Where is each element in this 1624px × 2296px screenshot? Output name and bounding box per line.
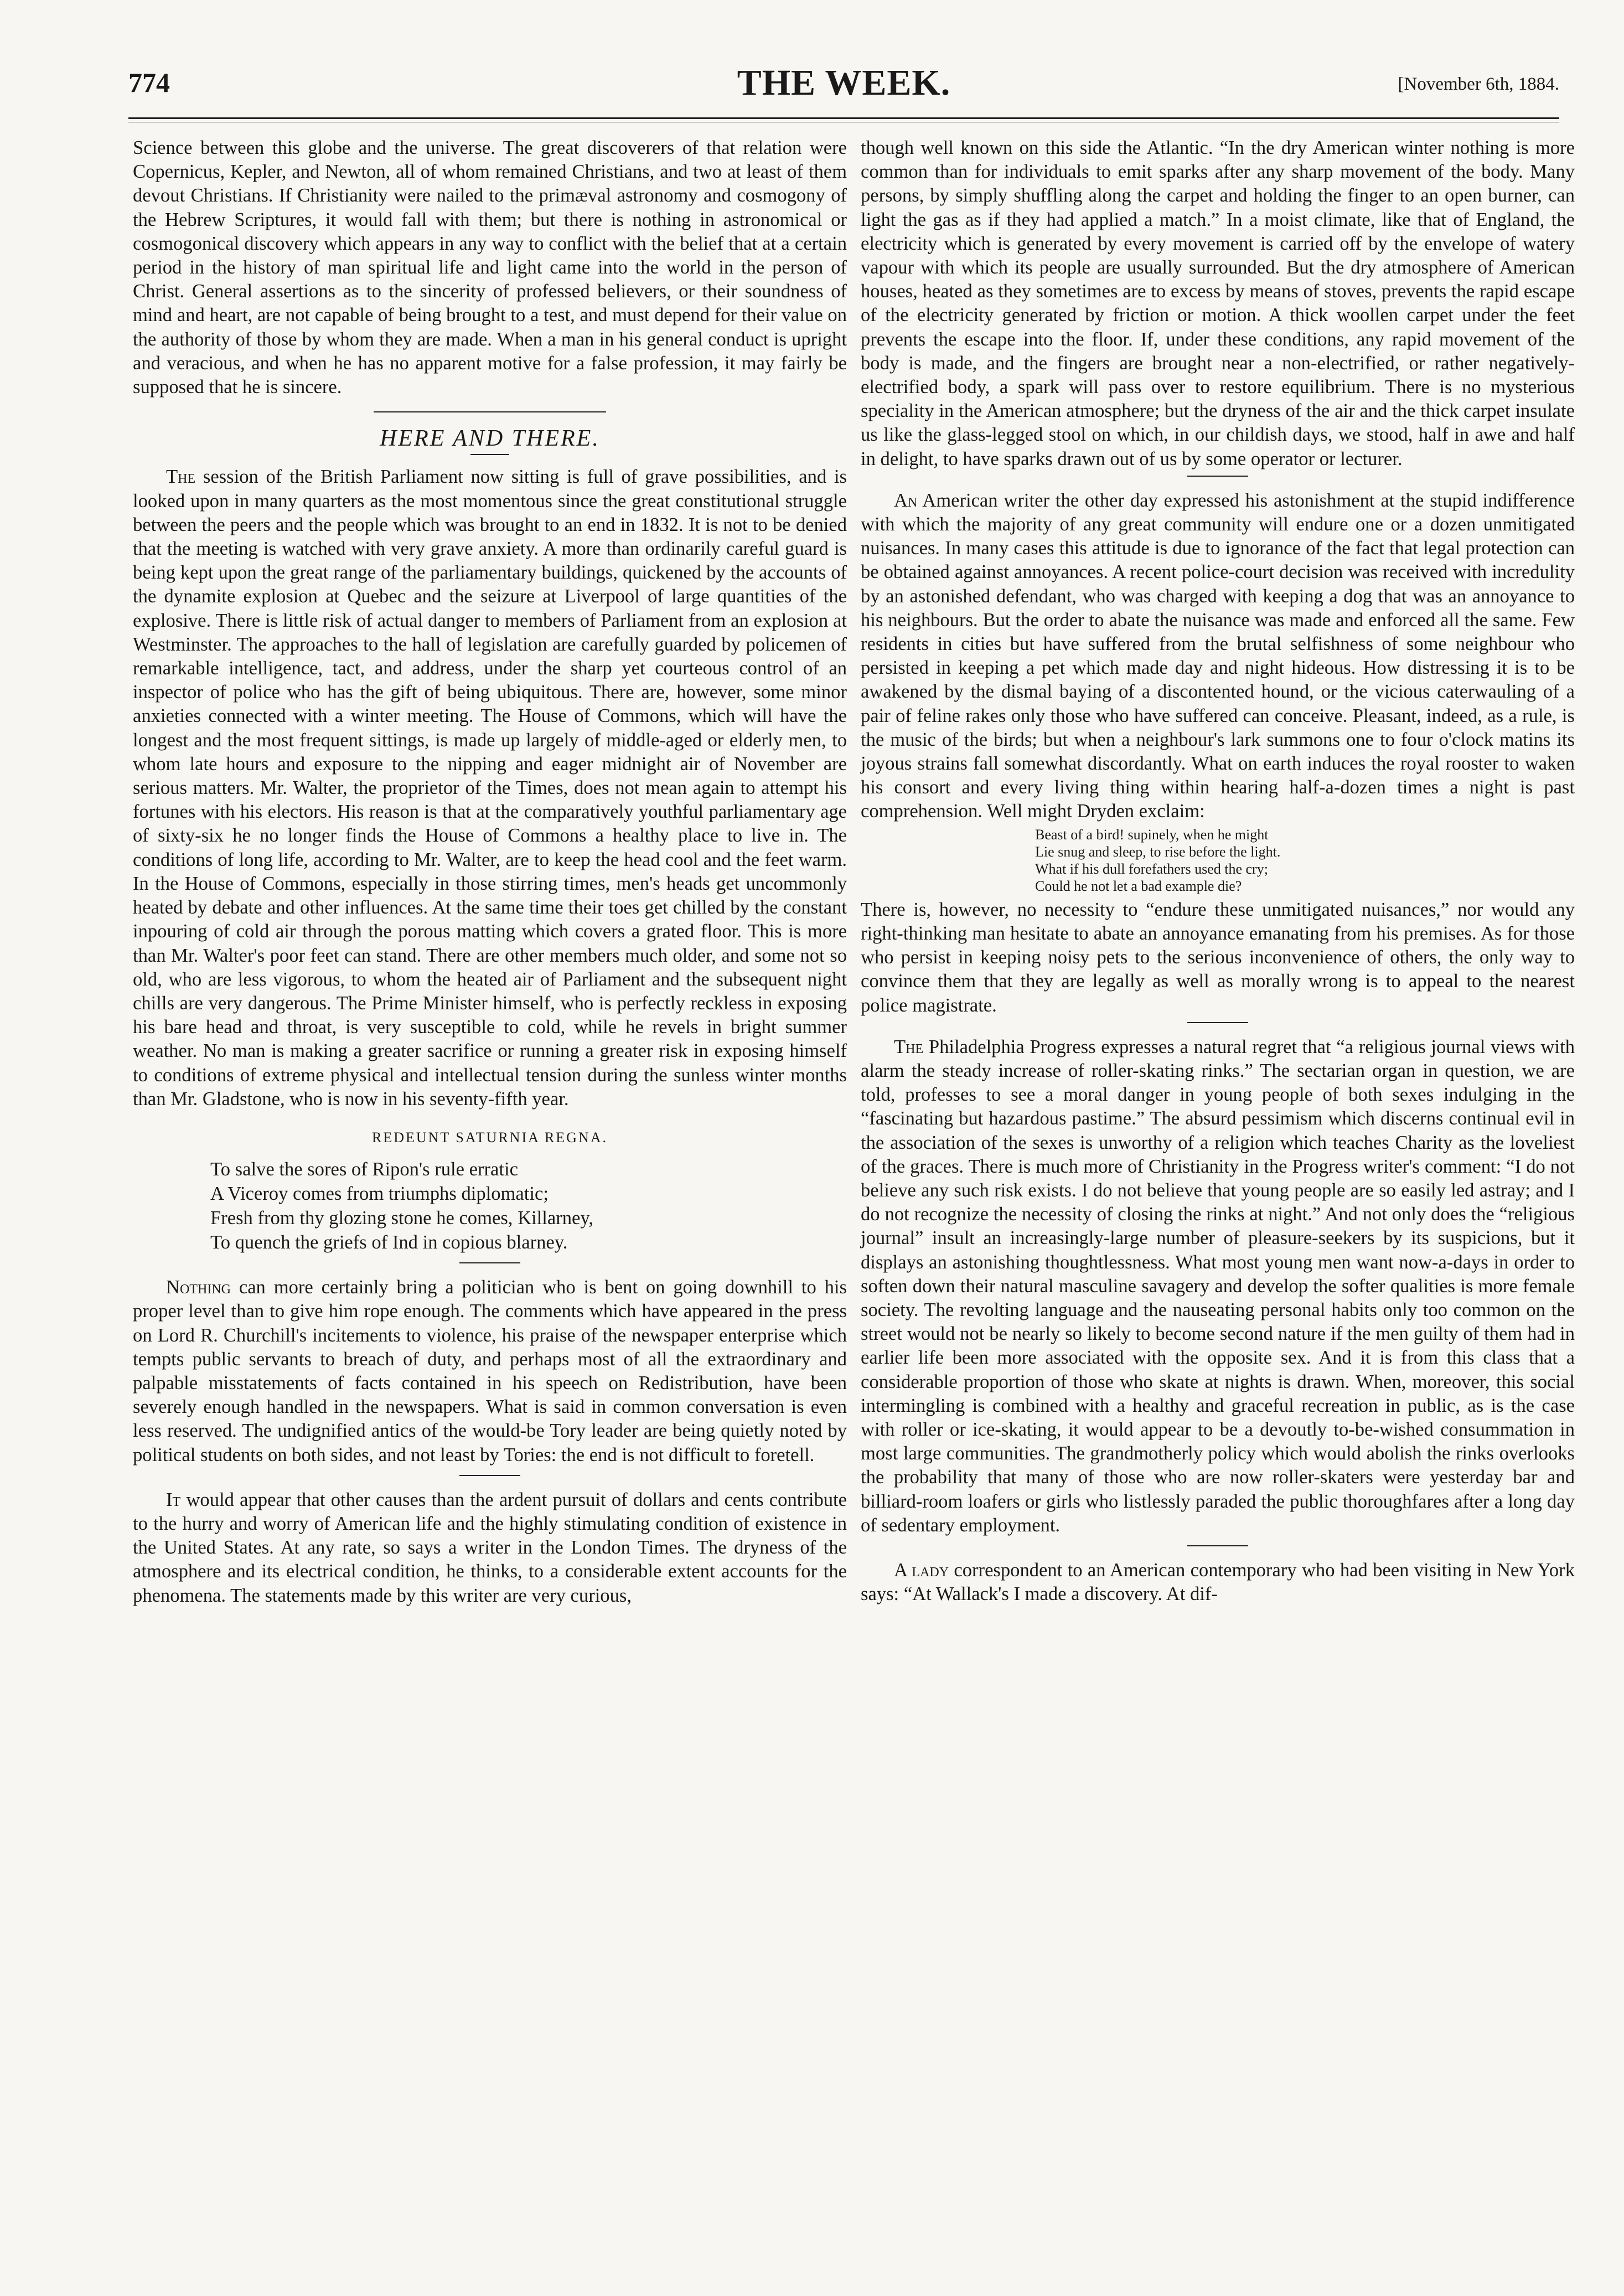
- paragraph-text: session of the British Parliament now sitting is full of grave possibilities, and is looked upon in many quarters as the most momentous since the great constitutional struggle between the peers and the people which was brought to an end in 1832. It is not to be denied that the meeting is watched with very grave anxiety. A more than ordinarily careful guard is being kept upon the great range of the parliamentary buildings, quickened by the accounts of the dynamite explosion at Quebec and the seizure at Liverpool of large quantities of the explosive. There is little risk of actual danger to members of Parliament from an explosion at Westminster. The approaches to the hall of legislation are carefully guarded by policemen of remarkable intelligence, tact, and address, under the sharp yet courteous control of an inspector of police who has the gift of being ubiquitous. There are, however, some minor anxieties connected with a winter meeting. The House of Commons, which will have the longest and the most frequent sittings, is made up largely of middle-aged or elderly men, to whom late hours and exposure to the nipping and eager midnight air of November are serious matters. Mr. Walter, the proprietor of the Times, does not mean again to attempt his fortunes with his electors. His reason is that at the comparatively youthful parliamentary age of sixty-six he no longer finds the House of Commons a healthy place to live in. The conditions of long life, according to Mr. Walter, are to keep the head cool and the feet warm. In the House of Commons, especially in those stirring times, men's heads get uncommonly heated by debate and other influences. At the same time their toes get chilled by the constant inpouring of cold air through the porous matting which covers a grated floor. This is more than Mr. Walter's poor feet can stand. There are other members much older, and some not so old, who are less vigorous, to whom the heated air of Parliament and the subsequent night chills are very dangerous. The Prime Minister himself, who is perfectly reckless in exposing his bare head and throat, is very susceptible to cold, while he revels in bright summer weather. No man is making a greater sacrifice or running a greater risk in exposing himself to conditions of extreme physical and intellectual tension during the sunless winter months than Mr. Gladstone, who is now in his seventy-fifth year.: [133, 466, 847, 1110]
- lead-word: It: [166, 1489, 181, 1510]
- issue-date: [November 6th, 1884.: [1398, 74, 1559, 94]
- page-header: [128, 62, 1559, 123]
- right-column: [861, 136, 1575, 1606]
- paragraph-text: correspondent to an American contemporary who had been visiting in New York says: “At Wallack's I made a discovery. At dif-: [861, 1559, 1575, 1605]
- page-number: 774: [128, 67, 170, 98]
- section-title: HERE AND THERE.: [380, 426, 600, 452]
- verse-line: A Viceroy comes from triumphs diplomatic;: [210, 1183, 549, 1205]
- quote-line: Lie snug and sleep, to rise before the light.: [1035, 843, 1281, 860]
- paragraph-lady: [861, 1559, 1575, 1606]
- paragraph-text: Philadelphia Progress expresses a natural regret that “a religious journal views with alarm the steady increase of roller-skating rinks.” The sectarian organ in question, we are told, professes to see a moral danger in young people of both sexes indulging in the “fascinating but hazardous pastime.” The absurd pessimism which discerns continual evil in the association of the sexes is unworthy of a religion which teaches Charity as the loveliest of the graces. There is much more of Christianity in the Progress writer's comment: “I do not believe any such risk exists. I do not believe that young people are so easily led astray; and I do not recognize the necessity of closing the rinks at night.” And not only does the “religious journal” insult an increasingly-large number of pleasure-seekers by its suspicions, but it displays an astonishing thoughtlessness. What most young men want now-a-days in order to soften down their natural masculine savagery and develop the softer qualities is more female society. The revolting language and the nauseating personal habits only too common on the street would not be nearly so likely to become second nature if the men guilty of them had in earlier life been more associated with the opposite sex. And it is from this class that a considerable proportion of those who skate at nights is drawn. When, moreover, this social intermingling is combined with a healthy and graceful recreation in public, as is the case with roller or ice-skating, it would appear to be a devoutly to-be-wished consummation in most large communities. The grandmotherly policy which would abolish the rinks overlooks the probability that many of those who are now roller-skaters were yesterday bar and billiard-room loafers or girls who listlessly paraded the public thoroughfares after a long day of sedentary employment.: [861, 1036, 1575, 1536]
- paragraph-science: Science between this globe and the universe. The great discoverers of that relation were Copernicus, Kepler, and Newton, all of whom remained Christians, and two at least of them devout Christians. If Christianity were nailed to the primæval astronomy and cosmogony of the Hebrew Scriptures, it would fall with them; but there is nothing in astronomical or cosmogonical discovery which appears in any way to conflict with the belief that at a certain period in the history of man spiritual life and light came into the world in the person of Christ. General assertions as to the sincerity of professed believers, or their soundness of mind and heart, are not capable of being brought to a test, and must depend for their value on the authority of those by whom they are made. When a man in his general conduct is upright and veracious, and when he has no apparent motive for a false profession, it may fairly be supposed that he is sincere.: [133, 137, 847, 398]
- masthead-title: THE WEEK.: [737, 63, 951, 103]
- left-column: [133, 136, 847, 1608]
- lead-word: An: [894, 489, 918, 511]
- item-divider: [1187, 1022, 1248, 1023]
- item-divider: [459, 1475, 520, 1476]
- item-divider: [1187, 1545, 1248, 1546]
- paragraph-nuisances-continued: There is, however, no necessity to “endure these unmitigated nuisances,” nor would any right-thinking man hesitate to abate an annoyance emanating from his premises. As for those who persist in keeping noisy pets to the serious inconvenience of others, the only way to convince them that they are legally as well as morally wrong is to appeal to the nearest police magistrate.: [861, 899, 1575, 1016]
- verse-line: To quench the griefs of Ind in copious blarney.: [210, 1232, 568, 1253]
- quote-line: Beast of a bird! supinely, when he might: [1035, 826, 1269, 843]
- title-underline: [470, 454, 509, 455]
- quote-line: Could he not let a bad example die?: [1035, 878, 1242, 894]
- lead-word: A lady: [894, 1559, 949, 1581]
- verse-line: Fresh from thy glozing stone he comes, Killarney,: [210, 1208, 594, 1229]
- item-divider: [459, 1262, 520, 1263]
- paragraph-politician: [133, 1276, 847, 1467]
- verse-line: To salve the sores of Ripon's rule erratic: [210, 1159, 518, 1180]
- paragraph-text: would appear that other causes than the ardent pursuit of dollars and cents contribute to the hurry and worry of American life and the highly stimulating condition of existence in the United States. At any rate, so says a writer in the London Times. The dryness of the atmosphere and its electrical condition, he thinks, to a considerable extent accounts for the phenomena. The statements made by this writer are very curious,: [133, 1489, 847, 1606]
- verse-title: REDEUNT SATURNIA REGNA.: [371, 1129, 608, 1146]
- verse-block: [210, 1157, 847, 1255]
- lead-word: The: [166, 466, 196, 488]
- paragraph-text: can more certainly bring a politician who is bent on going downhill to his proper level than to give him rope enough. The comments which have appeared in the press on Lord R. Churchill's incitements to violence, his praise of the newspaper enterprise which tempts public servants to breach of duty, and perhaps most of all the extraordinary and palpable misstatements of facts contained in his speech on Redistribution, have been severely enough handled in the newspapers. What is said in common conversation is even less reserved. The undignified antics of the would-be Tory leader are being quietly noted by political students on both sides, and not least by Tories: the end is not difficult to foretell.: [133, 1277, 847, 1466]
- paragraph-nuisances: [861, 489, 1575, 824]
- paragraph-progress: [861, 1035, 1575, 1537]
- dryden-quote: [1035, 826, 1575, 895]
- lead-word: The: [894, 1036, 924, 1057]
- paragraph-electricity: though well known on this side the Atlantic. “In the dry American winter nothing is more common than for individuals to emit sparks after any sharp movement of the body. Many persons, by simply shuffling along the carpet and holding the finger to an open burner, can light the gas as if they had applied a match.” In a moist climate, like that of England, the electricity which is generated by every movement is carried off by the envelope of watery vapour with which its people are usually surrounded. But the dry atmosphere of American houses, heated as they sometimes are to excess by means of stoves, prevents the rapid escape of the electricity generated by friction or motion. A thick woollen carpet under the feet prevents the escape into the floor. If, under these conditions, any rapid movement of the body is made, and the fingers are brought near a non-electrified, or rather negatively-electrified body, a spark will pass over to restore equilibrium. There is no mysterious speciality in the American atmosphere; but the dryness of the air and the thick carpet insulate us like the glass-legged stool on which, in our childish days, we stood, half in awe and half in delight, to have sparks drawn out of us by some operator or lecturer.: [861, 137, 1575, 469]
- paragraph-american-life: [133, 1488, 847, 1608]
- header-rule: [128, 117, 1559, 119]
- item-divider: [1187, 476, 1248, 477]
- quote-line: What if his dull forefathers used the cry;: [1035, 860, 1268, 877]
- paragraph-parliament: [133, 465, 847, 1111]
- paragraph-text: American writer the other day expressed his astonishment at the stupid indifference with which the majority of any great community will endure one or a dozen unmitigated nuisances. In many cases this attitude is due to ignorance of the fact that legal protection can be obtained against annoyances. A recent police-court decision was received with incredulity by an astonished defendant, who was charged with keeping a dog that was an annoyance to his neighbours. But the order to abate the nuisance was made and enforced all the same. Few residents in cities but have suffered from the brutal selfishness of some neighbour who persisted in keeping a pet which made day and night hideous. How distressing it is to be awakened by the dismal baying of a discontented hound, or the vicious caterwauling of a pair of feline rakes only those who have suffered can conceive. Pleasant, indeed, as a rule, is the music of the birds; but when a neighbour's lark summons one to four o'clock matins its joyous strains fall somewhat discordantly. What on earth induces the royal rooster to waken his consort and every living thing within hearing half-a-dozen times a night is past comprehension. Well might Dryden exclaim:: [861, 489, 1575, 822]
- section-divider: [374, 411, 606, 412]
- lead-word: Nothing: [166, 1277, 231, 1298]
